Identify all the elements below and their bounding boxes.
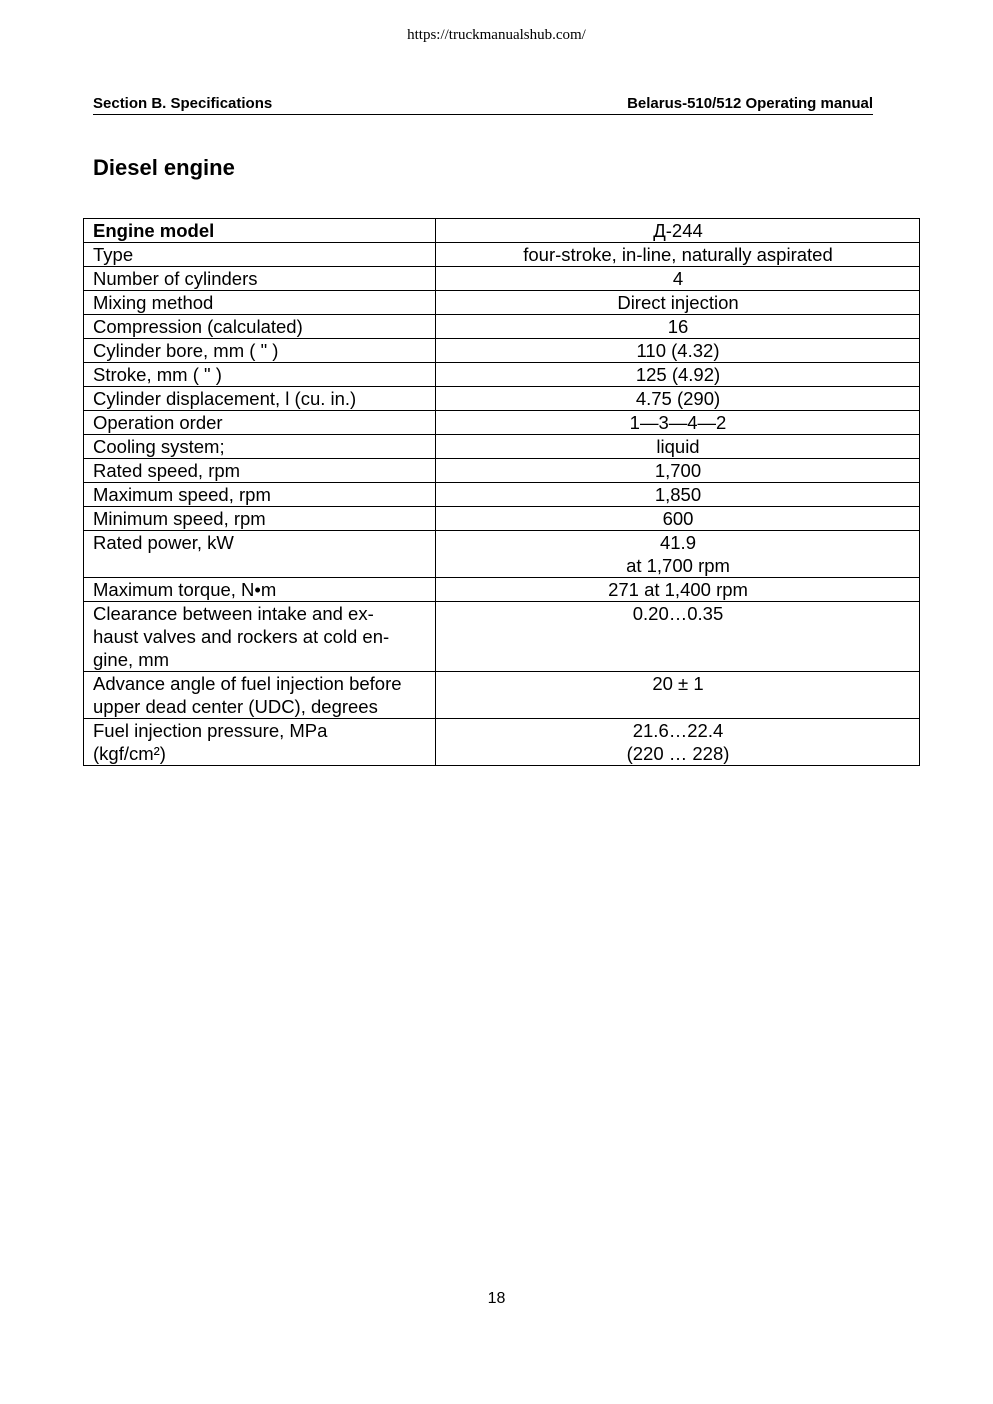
spec-value-cell-line: 4.75 (290) [635, 388, 721, 409]
spec-parameter-cell-line: Mixing method [93, 292, 214, 313]
header-engine-model-label: Engine model [84, 219, 436, 243]
spec-parameter-cell-line: Compression (calculated) [93, 316, 303, 337]
table-header-row [84, 219, 920, 243]
spec-value-cell [436, 291, 920, 315]
table-row [84, 387, 920, 411]
table-row [84, 507, 920, 531]
spec-value-cell-line: (220 … 228) [626, 743, 730, 764]
spec-value-cell-line: 21.6…22.4 [632, 720, 724, 741]
spec-parameter-cell-line: (kgf/cm²) [93, 743, 166, 764]
spec-value-cell-line: 16 [667, 316, 689, 337]
table-row [84, 672, 920, 719]
spec-parameter-cell-line: Cylinder bore, mm ( " ) [93, 340, 279, 361]
spec-parameter-cell [84, 291, 436, 315]
spec-parameter-cell [84, 531, 436, 578]
spec-parameter-cell [84, 363, 436, 387]
spec-value-cell-line: at 1,700 rpm [626, 555, 730, 576]
spec-value-cell [436, 507, 920, 531]
spec-parameter-cell-line: Advance angle of fuel injection before [93, 673, 402, 694]
table-row [84, 267, 920, 291]
spec-value-cell-line: 1,700 [654, 460, 702, 481]
table-row [84, 339, 920, 363]
section-title: Diesel engine [93, 155, 235, 180]
spec-parameter-cell [84, 459, 436, 483]
spec-value-cell-line: 271 at 1,400 rpm [608, 579, 748, 600]
spec-value-cell-line: 1—3—4—2 [629, 412, 727, 433]
spec-parameter-cell [84, 578, 436, 602]
spec-parameter-cell-line: Type [93, 244, 134, 265]
spec-parameter-cell-line: gine, mm [93, 649, 170, 670]
spec-parameter-cell [84, 602, 436, 672]
table-row [84, 363, 920, 387]
source-url: https://truckmanualshub.com/ [407, 27, 586, 43]
spec-parameter-cell [84, 672, 436, 719]
spec-value-cell [436, 267, 920, 291]
spec-parameter-cell [84, 243, 436, 267]
table-row [84, 243, 920, 267]
spec-parameter-cell-line: haust valves and rockers at cold en- [93, 626, 390, 647]
spec-parameter-cell-line: Fuel injection pressure, MPa [93, 720, 328, 741]
page-number: 18 [487, 1290, 506, 1307]
spec-value-cell-line: 41.9 [659, 532, 696, 553]
spec-parameter-cell [84, 339, 436, 363]
spec-parameter-cell [84, 507, 436, 531]
spec-parameter-cell-line: Maximum speed, rpm [93, 484, 271, 505]
table-row [84, 459, 920, 483]
spec-parameter-cell-line: Number of cylinders [93, 268, 258, 289]
table-row [84, 291, 920, 315]
table-row [84, 531, 920, 578]
spec-parameter-cell-line: Operation order [93, 412, 223, 433]
spec-value-cell-line: 4 [672, 268, 684, 289]
spec-value-cell [436, 602, 920, 672]
spec-value-cell [436, 243, 920, 267]
spec-parameter-cell-line: Rated power, kW [93, 532, 234, 553]
spec-value-cell [436, 435, 920, 459]
spec-value-cell-line: 20 ± 1 [652, 673, 704, 694]
spec-parameter-cell-line: Cooling system; [93, 436, 225, 457]
spec-parameter-cell [84, 483, 436, 507]
table-row [84, 719, 920, 766]
spec-parameter-cell-line: Cylinder displacement, l (cu. in.) [93, 388, 357, 409]
spec-parameter-cell [84, 435, 436, 459]
spec-value-cell [436, 531, 920, 578]
spec-value-cell [436, 387, 920, 411]
spec-parameter-cell-line: Rated speed, rpm [93, 460, 241, 481]
table-row [84, 483, 920, 507]
spec-value-cell [436, 459, 920, 483]
spec-parameter-cell-line: Clearance between intake and ex- [93, 603, 374, 624]
spec-value-cell-line: 1,850 [654, 484, 702, 505]
spec-parameter-cell-line: upper dead center (UDC), degrees [93, 696, 378, 717]
table-row [84, 435, 920, 459]
spec-value-cell [436, 578, 920, 602]
spec-parameter-cell [84, 411, 436, 435]
spec-value-cell-line: four-stroke, in-line, naturally aspirated [523, 244, 833, 265]
engine-spec-table [83, 218, 920, 766]
spec-value-cell [436, 363, 920, 387]
header-section-label: Section B. Specifications [93, 95, 273, 112]
table-row [84, 315, 920, 339]
spec-parameter-cell [84, 267, 436, 291]
running-header [93, 95, 873, 115]
spec-parameter-cell [84, 719, 436, 766]
spec-value-cell [436, 719, 920, 766]
spec-value-cell-line: 110 (4.32) [636, 340, 720, 361]
spec-parameter-cell [84, 387, 436, 411]
table-body [84, 243, 920, 766]
spec-value-cell [436, 672, 920, 719]
table-row [84, 411, 920, 435]
spec-value-cell-line: Direct injection [617, 292, 739, 313]
spec-parameter-cell-line: Minimum speed, rpm [93, 508, 266, 529]
spec-value-cell-line: 600 [662, 508, 694, 529]
spec-value-cell [436, 411, 920, 435]
spec-value-cell-line: liquid [656, 436, 700, 457]
header-manual-title: Belarus-510/512 Operating manual [627, 95, 873, 112]
spec-value-cell-line: 0.20…0.35 [632, 603, 724, 624]
header-engine-model-value: Д-244 [436, 219, 920, 243]
spec-value-cell [436, 315, 920, 339]
table-row [84, 578, 920, 602]
spec-value-cell [436, 483, 920, 507]
spec-value-cell [436, 339, 920, 363]
spec-value-cell-line: 125 (4.92) [635, 364, 721, 385]
spec-parameter-cell [84, 315, 436, 339]
spec-parameter-cell-line: Maximum torque, N•m [93, 579, 277, 600]
spec-parameter-cell-line: Stroke, mm ( " ) [93, 364, 222, 385]
table-row [84, 602, 920, 672]
